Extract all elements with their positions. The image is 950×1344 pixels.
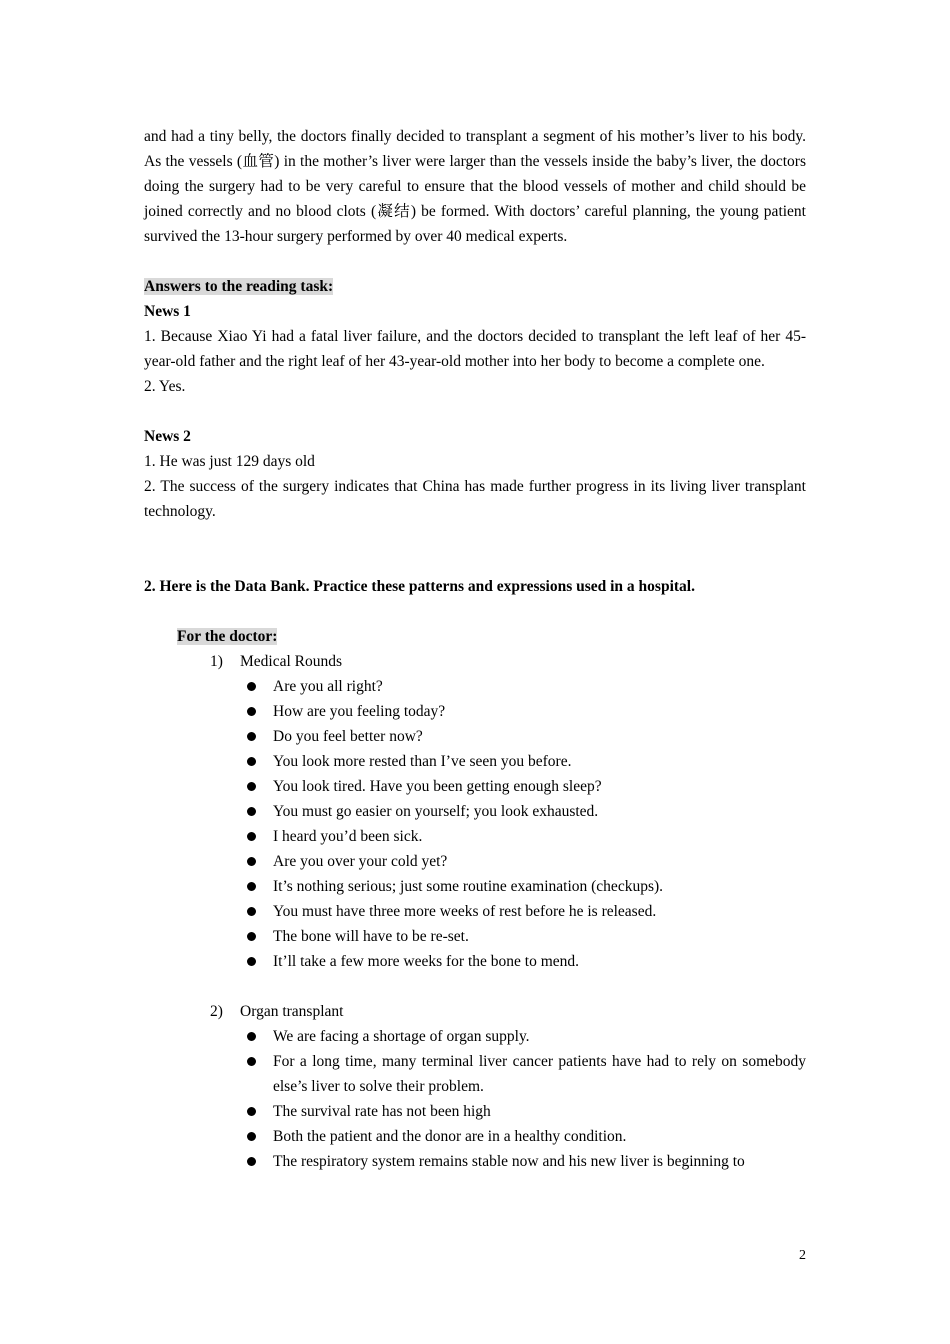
intro-paragraph: and had a tiny belly, the doctors finally decided to transplant a segment of his mother’s liver to his body. As the vessels (血管) in the mother’s liver were larger than the vessels inside the baby’s liver, the doctors doing the surgery had to be very careful to ensure that the blood vessels of mother and child should be joined correctly and no blood clots (凝结) be formed. With doctors’ careful planning, the young patient survived the 13-hour surgery performed by over 40 medical experts. (144, 128, 806, 245)
news1-title: News 1 (144, 303, 191, 320)
bullet-icon (247, 907, 256, 916)
bullet-icon (247, 957, 256, 966)
news2-title: News 2 (144, 428, 191, 445)
section-title: Medical Rounds (240, 653, 343, 670)
list-item: I heard you’d been sick. (144, 824, 806, 849)
list-item: The bone will have to be re-set. (144, 924, 806, 949)
answers-heading: Answers to the reading task: (144, 278, 334, 295)
list-item: You look more rested than I’ve seen you before. (144, 749, 806, 774)
bullet-icon (247, 882, 256, 891)
bullet-icon (247, 857, 256, 866)
bullet-icon (247, 1157, 256, 1166)
list-item: Are you over your cold yet? (144, 849, 806, 874)
for-doctor-heading: For the doctor: (177, 628, 278, 645)
page-number: 2 (799, 1248, 806, 1263)
bullet-icon (247, 1057, 256, 1066)
organ-transplant-list (144, 1024, 806, 1174)
section-number: 2) (210, 1003, 223, 1020)
list-item: The respiratory system remains stable now and his new liver is beginning to (144, 1149, 806, 1174)
section-medical-rounds (144, 649, 806, 674)
bullet-icon (247, 807, 256, 816)
list-item: It’ll take a few more weeks for the bone to mend. (144, 949, 806, 974)
bullet-icon (247, 682, 256, 691)
section-title: Organ transplant (240, 1003, 344, 1020)
bullet-icon (247, 732, 256, 741)
bullet-icon (247, 932, 256, 941)
list-item: Both the patient and the donor are in a healthy condition. (144, 1124, 806, 1149)
list-item: Do you feel better now? (144, 724, 806, 749)
news2-answer-2: 2. The success of the surgery indicates that China has made further progress in its living liver transplant technology. (144, 478, 806, 520)
section-number: 1) (210, 653, 223, 670)
bullet-icon (247, 707, 256, 716)
news2-answer-1: 1. He was just 129 days old (144, 453, 315, 470)
data-bank-heading: 2. Here is the Data Bank. Practice these patterns and expressions used in a hospital. (144, 578, 695, 595)
list-item: The survival rate has not been high (144, 1099, 806, 1124)
document-page (144, 124, 806, 1174)
list-item: You must go easier on yourself; you look exhausted. (144, 799, 806, 824)
bullet-icon (247, 782, 256, 791)
list-item: We are facing a shortage of organ supply. (144, 1024, 806, 1049)
news1-answer-2: 2. Yes. (144, 378, 186, 395)
list-item: It’s nothing serious; just some routine examination (checkups). (144, 874, 806, 899)
bullet-icon (247, 1032, 256, 1041)
list-item: For a long time, many terminal liver cancer patients have had to rely on somebody else’s liver to solve their problem. (144, 1049, 806, 1099)
bullet-icon (247, 832, 256, 841)
list-item: How are you feeling today? (144, 699, 806, 724)
medical-rounds-list (144, 674, 806, 974)
news1-answer-1: 1. Because Xiao Yi had a fatal liver failure, and the doctors decided to transplant the left leaf of her 45-year-old father and the right leaf of her 43-year-old mother into her body to become a complete one. (144, 328, 806, 370)
bullet-icon (247, 1132, 256, 1141)
list-item: You look tired. Have you been getting enough sleep? (144, 774, 806, 799)
list-item: You must have three more weeks of rest before he is released. (144, 899, 806, 924)
list-item: Are you all right? (144, 674, 806, 699)
section-organ-transplant (144, 999, 806, 1024)
bullet-icon (247, 757, 256, 766)
bullet-icon (247, 1107, 256, 1116)
